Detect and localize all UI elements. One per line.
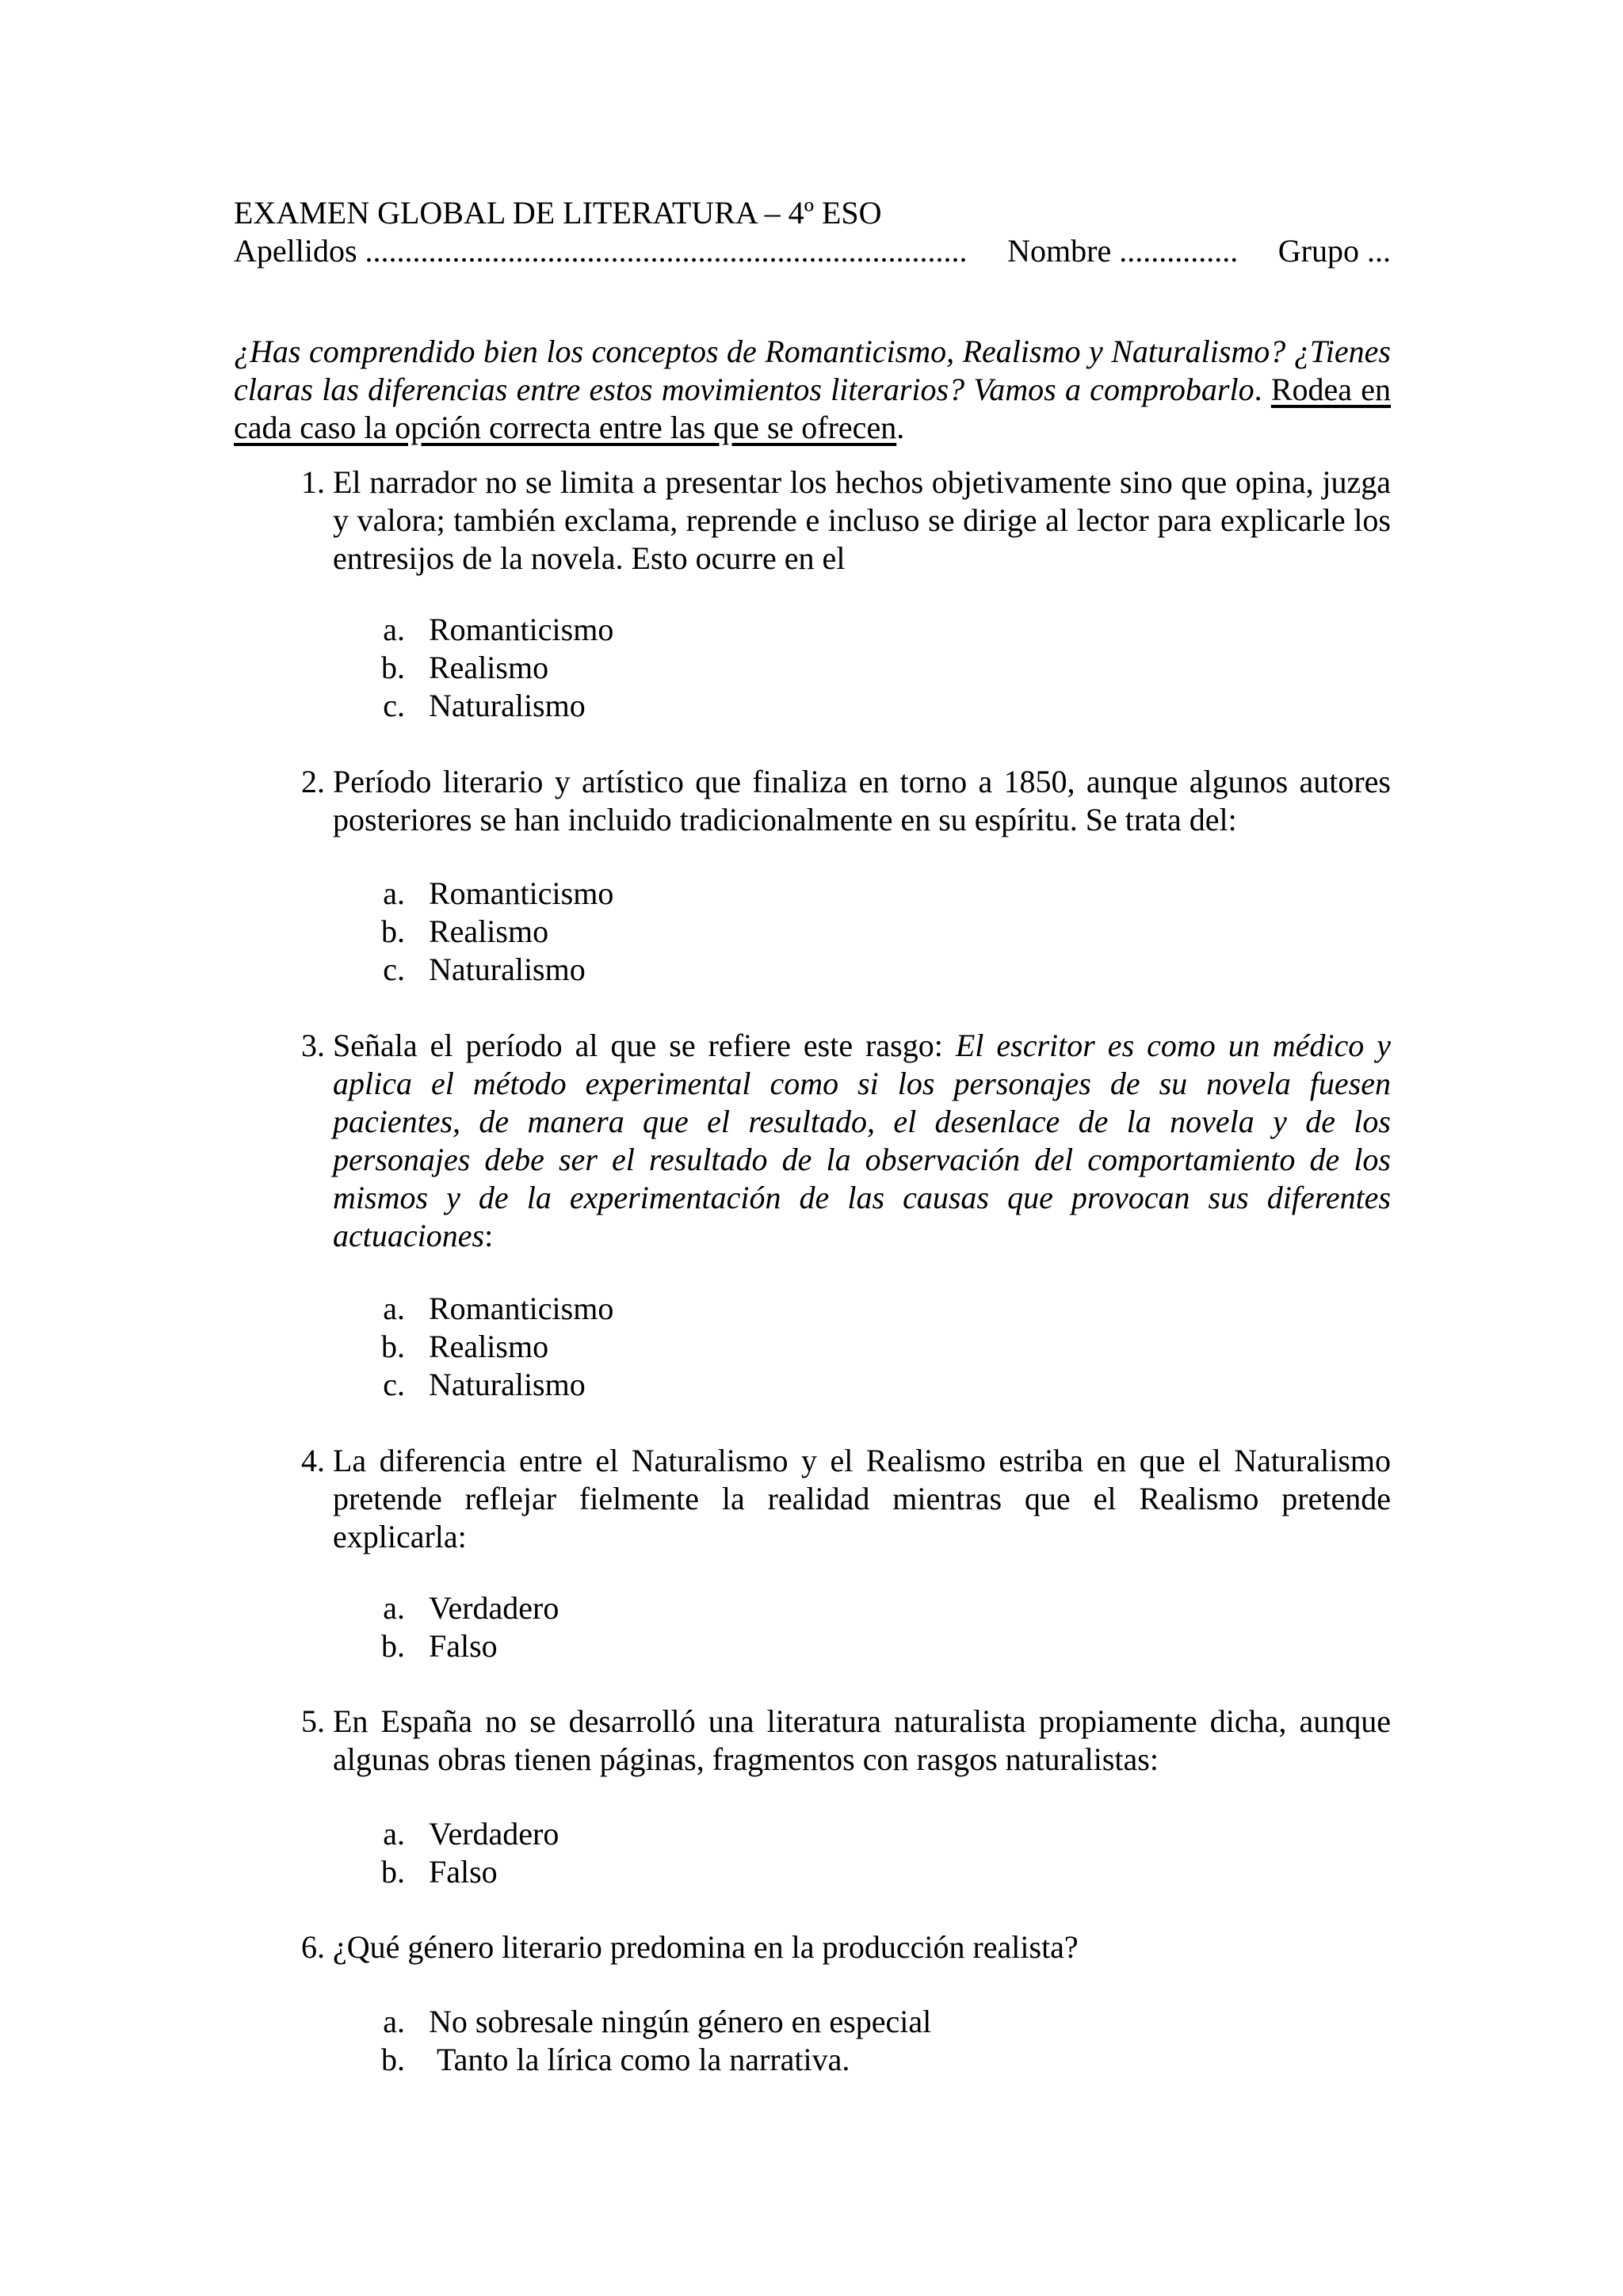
intro-questions: ¿Has comprendido bien los conceptos de Romanticismo, Realismo y Naturalismo? ¿Tienes claras las diferencias entre estos movimientos literarios? Vamos a comprobarlo (234, 334, 1391, 407)
apellidos-field: Apellidos ............................................................................ (234, 233, 968, 269)
question-number: 3. (301, 1028, 325, 1063)
question-1 (281, 463, 1391, 578)
question-text: Período literario y artístico que finaliza en torno a 1850, aunque algunos autores posteriores se han incluido tradicionalmente en su espíritu. Se trata del: (333, 764, 1391, 837)
intro-dot: . (1254, 372, 1262, 407)
intro-instruction: Rodea en cada caso la opción correcta entre las que se ofrecen (234, 372, 1391, 445)
question-number: 6. (301, 1929, 325, 1965)
question-number: 4. (301, 1443, 325, 1478)
question-text: El narrador no se limita a presentar los hechos objetivamente sino que opina, juzga y valora; también exclama, reprende e incluso se dirige al lector para explicarle los entresijos de la novela. Esto ocurre en el (333, 464, 1391, 576)
question-number: 2. (301, 764, 325, 799)
grupo-field: Grupo ... (1277, 233, 1391, 269)
question-3 (281, 1027, 1391, 1255)
question-text: ¿Qué género literario predomina en la producción realista? (333, 1929, 1079, 1965)
exam-header (234, 194, 1391, 270)
question-text: La diferencia entre el Naturalismo y el Realismo estriba en que el Naturalismo pretende reflejar fielmente la realidad mientras que el Realismo pretende explicarla: (333, 1443, 1391, 1554)
intro-end: . (896, 410, 905, 445)
question-2 (281, 763, 1391, 839)
question-5 (281, 1703, 1391, 1779)
student-info-line (234, 232, 1391, 270)
question-text: En España no se desarrolló una literatura naturalista propiamente dicha, aunque algunas obras tienen páginas, fragmentos con rasgos naturalistas: (333, 1703, 1391, 1777)
question-number: 5. (301, 1703, 325, 1739)
question-number: 1. (301, 464, 325, 500)
intro-paragraph (234, 333, 1391, 447)
question-4 (281, 1442, 1391, 1556)
exam-title: EXAMEN GLOBAL DE LITERATURA – 4º ESO (234, 195, 882, 231)
question-text: Señala el período al que se refiere este rasgo: El escritor es como un médico y aplica el método experimental como si los personajes de su novela fuesen pacientes, de manera que el resultado, el desenlace de la novela y de los personajes debe ser el resultado de la observación del comportamiento de los mismos y de la experimentación de las causas que provocan sus diferentes actuaciones: (333, 1028, 1392, 1253)
question-6 (281, 1928, 1391, 1966)
exam-page: EXAMEN GLOBAL DE LITERATURA – 4º ESO Apellidos ............................................................................ Nombre ............... Grupo ... ¿Has comprendido bien los conceptos de Romanticismo, Realismo y Naturalismo? ¿Tienes claras las diferencias entre estos movimientos literarios? Vamos a comprobarlo. Rodea en cada caso la opción correcta entre las que se ofrecen. 1. El narrador no se limita a presentar los hechos objetivamente sino que opina, juzga y valora; también exclama, reprende e incluso se dirige al lector para explicarle los entresijos de la novela. Esto ocurre en el a. Romanticismo b. Realismo c. Naturalismo 2. Período literario y artístico que finaliza en torno a 1850, aunque algunos autores posteriores se han incluido tradicionalmente en su espíritu. Se trata del: a. Romanticismo b. Realismo c. Naturalismo 3. Señala el período al que se refiere este rasgo: El escritor es como un médico y aplica el método experimental como si los personajes de su novela fuesen pacientes, de manera que el resultado, el desenlace de la novela y de los personajes debe ser el resultado de la observación del comportamiento de los mismos y de la experimentación de las causas que provocan sus diferentes actuaciones: a. Romanticismo b. Realismo c. Naturalismo 4. La diferencia entre el Naturalismo y el Realismo estriba en que el Naturalismo pretende reflejar fielmente la realidad mientras que el Realismo pretende explicarla: a. Verdadero b. Falso 5. En España no se desarrolló una literatura naturalista propiamente dicha, aunque algunas obras tienen páginas, fragmentos con rasgos naturalistas: a. Verdadero b. Falso 6. ¿Qué género literario predomina en la producción realista? a. No sobresale ningún género en especial b. Tanto la lírica como la narrativa. (234, 195, 1392, 2077)
nombre-field: Nombre ............... (1007, 233, 1239, 269)
